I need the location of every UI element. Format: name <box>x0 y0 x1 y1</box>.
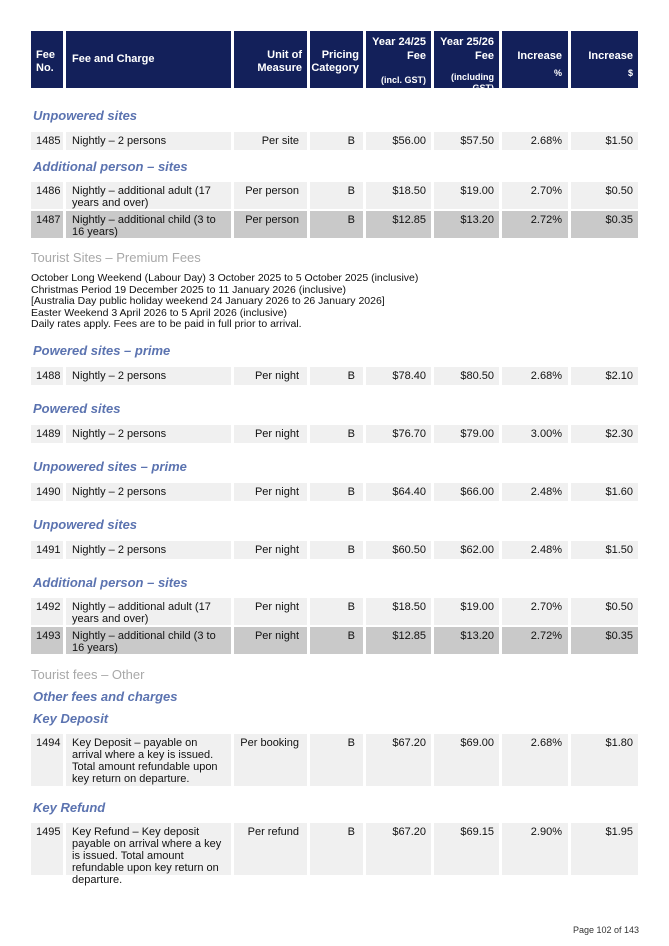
cell-year2-fee: $79.00 <box>434 425 499 443</box>
cell-unit: Per booking <box>234 734 307 786</box>
cell-year1-fee: $18.50 <box>366 598 431 625</box>
cell-category: B <box>310 734 363 786</box>
cell-fee-no: 1494 <box>31 734 63 786</box>
cell-increase-dollar: $1.50 <box>571 541 638 559</box>
cell-unit: Per person <box>234 182 307 209</box>
cell-fee-charge: Nightly – 2 persons <box>66 541 231 559</box>
table-row <box>31 132 639 150</box>
cell-increase-pct: 2.68% <box>502 367 568 385</box>
tourist-premium-heading: Tourist Sites – Premium Fees <box>31 250 201 265</box>
header-increase-dollar-unit: $ <box>627 68 633 78</box>
header-increase-pct-label: Increase <box>517 50 562 62</box>
header-year2-sub <box>434 72 494 94</box>
cell-unit: Per night <box>234 541 307 559</box>
table-row <box>31 627 639 654</box>
section-title: Key Deposit <box>33 710 109 726</box>
cell-year1-fee: $64.40 <box>366 483 431 501</box>
cell-category: B <box>310 823 363 875</box>
header-increase-pct <box>502 31 568 88</box>
header-fee-charge: Fee and Charge <box>66 31 231 88</box>
table-row <box>31 367 639 385</box>
cell-increase-dollar: $1.95 <box>571 823 638 875</box>
cell-category: B <box>310 425 363 443</box>
cell-increase-dollar: $0.50 <box>571 182 638 209</box>
section-title: Additional person – sites <box>33 574 188 590</box>
cell-increase-pct: 2.72% <box>502 211 568 238</box>
cell-increase-dollar: $0.35 <box>571 211 638 238</box>
header-year1-line2: Fee <box>407 50 426 62</box>
header-year2-line2: Fee <box>475 50 494 62</box>
cell-fee-no: 1493 <box>31 627 63 654</box>
cell-fee-charge: Nightly – 2 persons <box>66 132 231 150</box>
cell-fee-no: 1495 <box>31 823 63 875</box>
section-title: Unpowered sites – prime <box>33 458 187 474</box>
header-category-line1: Pricing <box>321 49 359 61</box>
cell-fee-charge: Nightly – additional adult (17 years and over) <box>66 182 231 209</box>
cell-year1-fee: $56.00 <box>366 132 431 150</box>
header-unit-line2: Measure <box>257 62 302 74</box>
cell-year2-fee: $62.00 <box>434 541 499 559</box>
cell-fee-charge: Key Deposit – payable on arrival where a key is issued. Total amount refundable upon key return on departure. <box>66 734 231 786</box>
cell-increase-pct: 2.68% <box>502 734 568 786</box>
cell-year1-fee: $12.85 <box>366 211 431 238</box>
cell-category: B <box>310 132 363 150</box>
header-year1-sub: (incl. GST) <box>381 75 426 85</box>
cell-increase-pct: 2.90% <box>502 823 568 875</box>
table-row <box>31 598 639 625</box>
cell-fee-charge: Nightly – 2 persons <box>66 483 231 501</box>
cell-unit: Per night <box>234 598 307 625</box>
note-line: Easter Weekend 3 April 2026 to 5 April 2026 (inclusive) <box>31 306 288 319</box>
section-title: Additional person – sites <box>33 159 188 174</box>
cell-fee-charge: Key Refund – Key deposit payable on arrival where a key is issued. Total amount refundable upon key return on departure. <box>66 823 231 875</box>
cell-increase-dollar: $2.30 <box>571 425 638 443</box>
cell-unit: Per night <box>234 627 307 654</box>
cell-category: B <box>310 483 363 501</box>
cell-increase-dollar: $0.35 <box>571 627 638 654</box>
cell-category: B <box>310 211 363 238</box>
header-unit <box>234 31 307 88</box>
header-fee-no-line1: Fee <box>36 49 55 61</box>
header-category-line2: Category <box>311 62 359 74</box>
header-increase-pct-unit: % <box>553 68 562 78</box>
cell-category: B <box>310 541 363 559</box>
cell-year1-fee: $67.20 <box>366 734 431 786</box>
cell-year2-fee: $69.15 <box>434 823 499 875</box>
header-increase-dollar-label: Increase <box>588 50 633 62</box>
cell-increase-pct: 2.72% <box>502 627 568 654</box>
cell-increase-dollar: $1.80 <box>571 734 638 786</box>
table-row <box>31 823 639 886</box>
cell-increase-pct: 2.70% <box>502 598 568 625</box>
cell-fee-charge: Nightly – 2 persons <box>66 367 231 385</box>
tourist-other-heading: Tourist fees – Other <box>31 666 145 682</box>
cell-increase-dollar: $0.50 <box>571 598 638 625</box>
cell-fee-no: 1489 <box>31 425 63 443</box>
cell-increase-pct: 2.48% <box>502 541 568 559</box>
page-number: Page 102 of 143 <box>572 925 639 935</box>
header-year1 <box>366 31 431 88</box>
cell-fee-charge: Nightly – 2 persons <box>66 425 231 443</box>
cell-category: B <box>310 598 363 625</box>
header-fee-no <box>31 31 63 88</box>
table-row <box>31 483 639 501</box>
cell-year2-fee: $13.20 <box>434 627 499 654</box>
cell-unit: Per refund <box>234 823 307 875</box>
header-fee-no-line2: No. <box>36 62 54 74</box>
section-title: Key Refund <box>33 799 106 815</box>
cell-increase-pct: 2.48% <box>502 483 568 501</box>
section-title: Powered sites <box>33 400 121 416</box>
cell-fee-charge: Nightly – additional adult (17 years and over) <box>66 598 231 625</box>
cell-increase-pct: 2.68% <box>502 132 568 150</box>
cell-fee-charge: Nightly – additional child (3 to 16 years) <box>66 627 231 654</box>
cell-unit: Per night <box>234 367 307 385</box>
header-year2-sub-line1: (including <box>451 72 494 82</box>
section-title: Unpowered sites <box>33 108 138 123</box>
table-header <box>31 31 639 93</box>
note-line: Christmas Period 19 December 2025 to 11 January 2026 (inclusive) <box>31 283 346 296</box>
cell-year2-fee: $13.20 <box>434 211 499 238</box>
cell-year2-fee: $80.50 <box>434 367 499 385</box>
cell-fee-no: 1487 <box>31 211 63 238</box>
fee-schedule <box>31 31 639 886</box>
table-row <box>31 541 639 559</box>
cell-year1-fee: $18.50 <box>366 182 431 209</box>
cell-fee-no: 1486 <box>31 182 63 209</box>
cell-category: B <box>310 182 363 209</box>
cell-fee-no: 1485 <box>31 132 63 150</box>
note-line: Daily rates apply. Fees are to be paid in full prior to arrival. <box>31 318 302 330</box>
cell-year1-fee: $12.85 <box>366 627 431 654</box>
cell-category: B <box>310 367 363 385</box>
cell-category: B <box>310 627 363 654</box>
header-category <box>310 31 363 88</box>
table-row <box>31 211 639 238</box>
cell-fee-no: 1490 <box>31 483 63 501</box>
header-increase-dollar <box>571 31 638 88</box>
cell-fee-no: 1492 <box>31 598 63 625</box>
cell-year1-fee: $67.20 <box>366 823 431 875</box>
cell-year1-fee: $60.50 <box>366 541 431 559</box>
cell-increase-pct: 2.70% <box>502 182 568 209</box>
section-title: Powered sites – prime <box>33 342 171 358</box>
cell-unit: Per night <box>234 425 307 443</box>
header-year1-line1: Year 24/25 <box>372 36 426 48</box>
cell-increase-dollar: $1.50 <box>571 132 638 150</box>
cell-unit: Per site <box>234 132 307 150</box>
cell-increase-dollar: $1.60 <box>571 483 638 501</box>
header-year2 <box>434 31 499 93</box>
cell-year1-fee: $76.70 <box>366 425 431 443</box>
table-row <box>31 182 639 209</box>
cell-increase-pct: 3.00% <box>502 425 568 443</box>
cell-year2-fee: $69.00 <box>434 734 499 786</box>
cell-unit: Per person <box>234 211 307 238</box>
cell-year2-fee: $19.00 <box>434 598 499 625</box>
cell-fee-no: 1491 <box>31 541 63 559</box>
cell-year1-fee: $78.40 <box>366 367 431 385</box>
cell-year2-fee: $19.00 <box>434 182 499 209</box>
table-row <box>31 734 639 786</box>
header-unit-line1: Unit of <box>267 49 302 61</box>
header-year2-sub-line2: GST) <box>472 83 494 93</box>
note-line: [Australia Day public holiday weekend 24 January 2026 to 26 January 2026] <box>31 295 385 307</box>
cell-unit: Per night <box>234 483 307 501</box>
table-row <box>31 425 639 443</box>
cell-increase-dollar: $2.10 <box>571 367 638 385</box>
cell-year2-fee: $57.50 <box>434 132 499 150</box>
cell-year2-fee: $66.00 <box>434 483 499 501</box>
cell-fee-no: 1488 <box>31 367 63 385</box>
section-title: Unpowered sites <box>33 516 138 532</box>
section-title: Other fees and charges <box>33 688 178 704</box>
cell-fee-charge: Nightly – additional child (3 to 16 years) <box>66 211 231 238</box>
premium-notes <box>31 273 639 331</box>
note-line: October Long Weekend (Labour Day) 3 October 2025 to 5 October 2025 (inclusive) <box>31 272 419 284</box>
header-year2-line1: Year 25/26 <box>440 36 494 48</box>
